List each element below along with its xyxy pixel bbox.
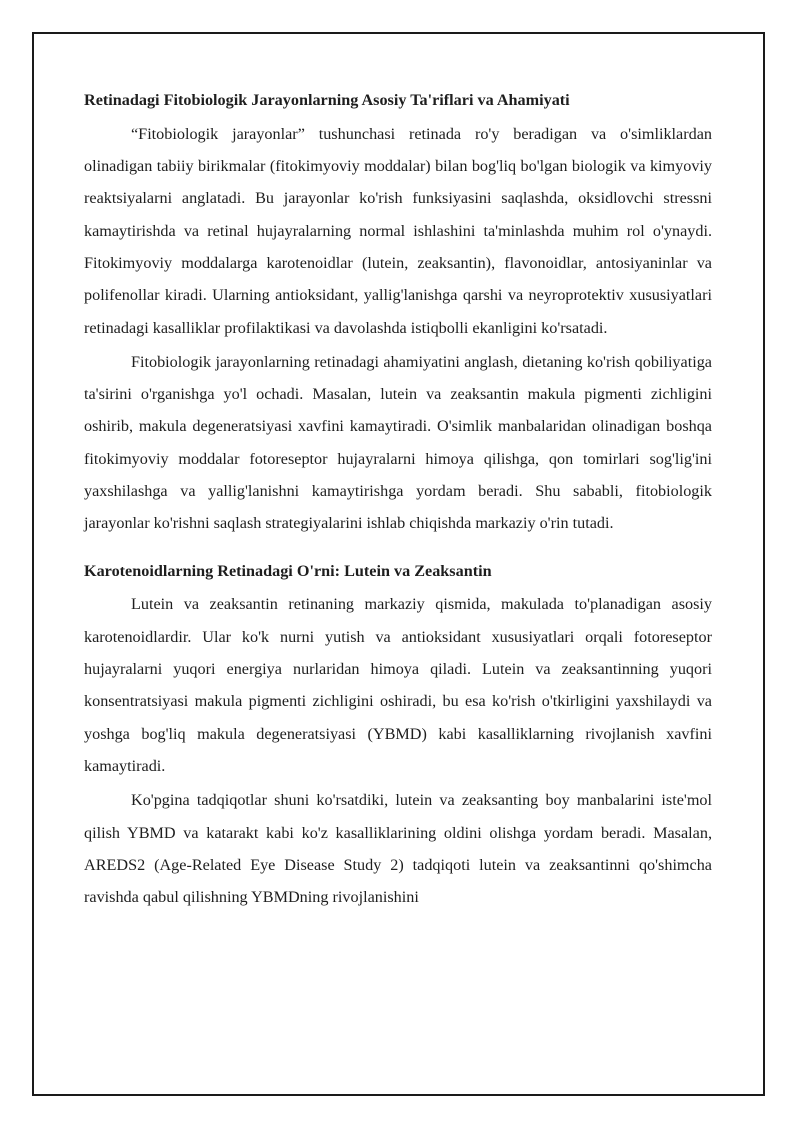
section-heading: Karotenoidlarning Retinadagi O'rni: Lutein va Zeaksantin: [84, 561, 492, 580]
paragraph: “Fitobiologik jarayonlar” tushunchasi retinada ro'y beradigan va o'simliklardan olinadigan tabiiy birikmalar (fitokimyoviy moddalar) bilan bog'liq bo'lgan biologik va kimyoviy reaktsiyalarni anglatadi. Bu jarayonlar ko'rish funksiyasini saqlashda, oksidlovchi stressni kamaytirishda va retinal hujayralarning normal ishlashini ta'minlashda muhim rol o'ynaydi. Fitokimyoviy moddalarga karotenoidlar (lutein, zeaksantin), flavonoidlar, antosiyaninlar va polifenollar kiradi. Ularning antioksidant, yallig'lanishga qarshi va neyroprotektiv xususiyatlari retinadagi kasalliklar profilaktikasi va davolashda istiqbolli ekanligini ko'rsatadi.: [84, 124, 712, 337]
paragraph: Lutein va zeaksantin retinaning markaziy qismida, makulada to'planadigan asosiy karotenoidlardir. Ular ko'k nurni yutish va antioksidant xususiyatlari orqali fotoreseptor hujayralarni yuqori energiya nurlaridan himoya qiladi. Lutein va zeaksantinning yuqori konsentratsiyasi makula pigmenti zichligini oshiradi, bu esa ko'rish o'tkirligini yaxshilaydi va yoshga bog'liq makula degeneratsiyasi (YBMD) kabi kasalliklarning rivojlanish xavfini kamaytiradi.: [84, 595, 712, 775]
document-body: [84, 84, 712, 915]
section-heading: Retinadagi Fitobiologik Jarayonlarning Asosiy Ta'riflari va Ahamiyati: [84, 91, 570, 109]
paragraph: Ko'pgina tadqiqotlar shuni ko'rsatdiki, lutein va zeaksanting boy manbalarini iste'mol qilish YBMD va katarakt kabi ko'z kasalliklarining oldini olishga yordam beradi. Masalan, AREDS2 (Age-Related Eye Disease Study 2) tadqiqoti lutein va zeaksantinni qo'shimcha ravishda qabul qilishning YBMDning rivojlanishini: [84, 791, 712, 907]
paragraph: Fitobiologik jarayonlarning retinadagi ahamiyatini anglash, dietaning ko'rish qobiliyatiga ta'sirini o'rganishga yo'l ochadi. Masalan, lutein va zeaksantin makula pigmenti zichligini oshirib, makula degeneratsiyasi xavfini kamaytiradi. O'simlik manbalaridan olinadigan boshqa fitokimyoviy moddalar fotoreseptor hujayralarni himoya qilishga, qon tomirlari sog'lig'ini yaxshilashga va yallig'lanishni kamaytirishga yordam beradi. Shu sababli, fitobiologik jarayonlar ko'rishni saqlash strategiyalarini ishlab chiqishda markaziy o'rin tutadi.: [84, 352, 712, 533]
